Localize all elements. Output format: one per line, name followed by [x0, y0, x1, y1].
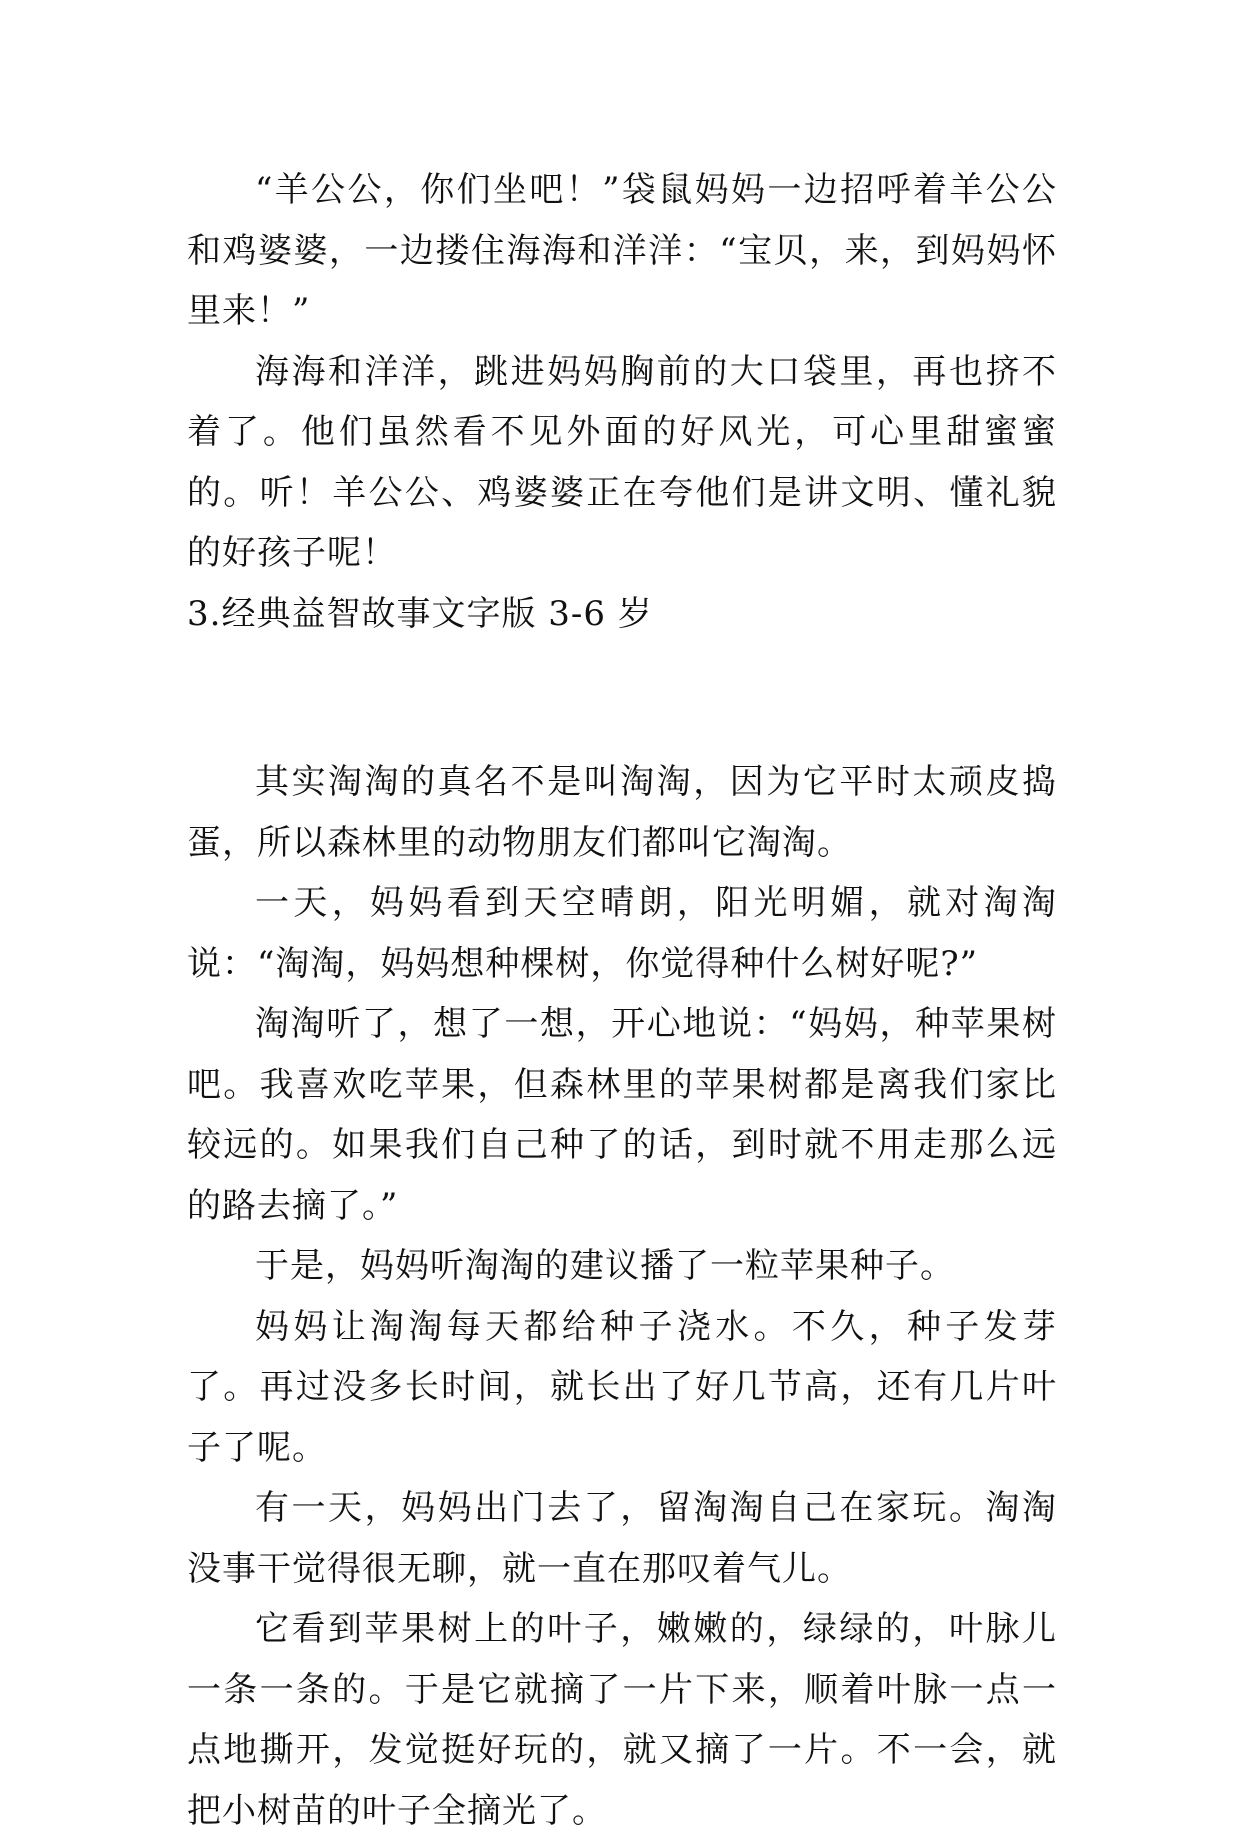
- paragraph: 它看到苹果树上的叶子，嫩嫩的，绿绿的，叶脉儿一条一条的。于是它就摘了一片下来，顺着叶脉一点一点地撕开，发觉挺好玩的，就又摘了一片。不一会，就把小树苗的叶子全摘光了。: [187, 1609, 1057, 1831]
- paragraph: 有一天，妈妈出门去了，留淘淘自己在家玩。淘淘没事干觉得很无聊，就一直在那叹着气儿。: [187, 1488, 1057, 1589]
- paragraph: 淘淘听了，想了一想，开心地说：“妈妈，种苹果树吧。我喜欢吃苹果，但森林里的苹果树都是离我们家比较远的。如果我们自己种了的话，到时就不用走那么远的路去摘了。”: [187, 1004, 1057, 1226]
- section-spacer: [187, 644, 1057, 752]
- paragraph: 妈妈让淘淘每天都给种子浇水。不久，种子发芽了。再过没多长时间，就长出了好几节高，还有几片叶子了呢。: [187, 1306, 1057, 1468]
- paragraph: 其实淘淘的真名不是叫淘淘，因为它平时太顽皮捣蛋，所以森林里的动物朋友们都叫它淘淘。: [187, 762, 1057, 863]
- section-heading: 3.经典益智故事文字版 3-6 岁: [187, 593, 653, 634]
- paragraph: 一天，妈妈看到天空晴朗，阳光明媚，就对淘淘说：“淘淘，妈妈想种棵树，你觉得种什么树好呢?”: [187, 883, 1057, 984]
- paragraph: “羊公公，你们坐吧！”袋鼠妈妈一边招呼着羊公公和鸡婆婆，一边搂住海海和洋洋：“宝贝，来，到妈妈怀里来！”: [187, 170, 1057, 331]
- paragraph: 海海和洋洋，跳进妈妈胸前的大口袋里，再也挤不着了。他们虽然看不见外面的好风光，可心里甜蜜蜜的。听！羊公公、鸡婆婆正在夸他们是讲文明、懂礼貌的好孩子呢！: [187, 351, 1057, 573]
- document-body: [187, 160, 1057, 1841]
- paragraph: 于是，妈妈听淘淘的建议播了一粒苹果种子。: [255, 1246, 955, 1286]
